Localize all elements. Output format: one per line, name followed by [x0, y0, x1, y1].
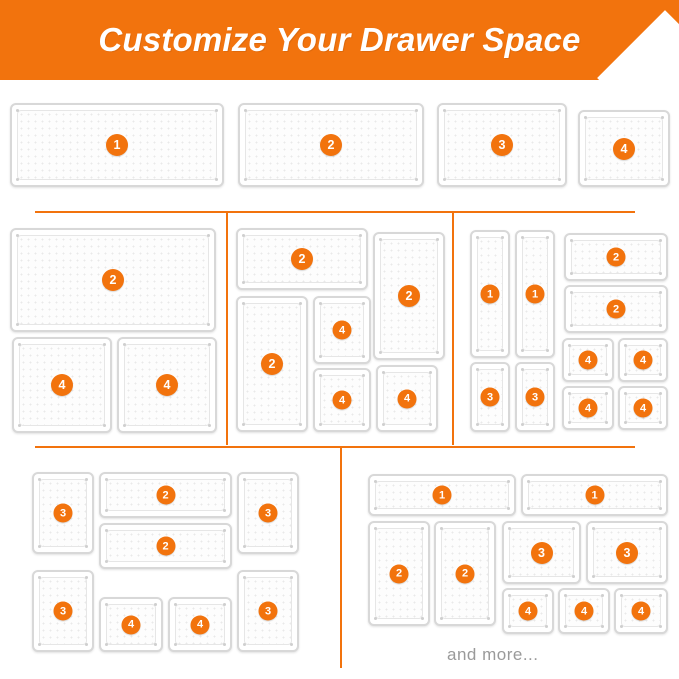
divider-line	[226, 213, 228, 445]
tray	[618, 338, 668, 382]
tray	[614, 588, 668, 634]
tray	[99, 472, 232, 518]
tray	[470, 362, 510, 432]
tray	[562, 386, 614, 430]
tray	[237, 570, 299, 652]
tray-size-badge: 4	[398, 389, 417, 408]
tray-size-badge: 1	[526, 285, 545, 304]
divider-line	[340, 448, 342, 668]
tray-size-badge: 4	[333, 391, 352, 410]
tray-size-badge: 2	[398, 285, 420, 307]
tray-size-badge: 4	[579, 399, 598, 418]
header-banner	[0, 0, 679, 80]
tray	[32, 570, 94, 652]
tray-size-badge: 2	[261, 353, 283, 375]
tray-size-badge: 1	[106, 134, 128, 156]
tray	[10, 103, 224, 187]
tray-size-badge: 3	[54, 602, 73, 621]
tray	[437, 103, 567, 187]
tray-size-badge: 4	[634, 399, 653, 418]
and-more-label: and more...	[447, 645, 539, 664]
tray-size-badge: 2	[390, 564, 409, 583]
tray	[237, 472, 299, 554]
tray-size-badge: 4	[519, 602, 538, 621]
tray-size-badge: 3	[54, 504, 73, 523]
tray-size-badge: 3	[259, 602, 278, 621]
tray-size-badge: 2	[156, 537, 175, 556]
tray-size-badge: 1	[433, 486, 452, 505]
tray	[562, 338, 614, 382]
tray-size-badge: 2	[456, 564, 475, 583]
tray-size-badge: 4	[632, 602, 651, 621]
tray-size-badge: 4	[51, 374, 73, 396]
divider-line	[35, 211, 635, 213]
page-title: Customize Your Drawer Space	[98, 21, 581, 58]
tray-size-badge: 4	[579, 351, 598, 370]
tray-size-badge: 3	[491, 134, 513, 156]
tray	[502, 521, 581, 584]
tray-size-badge: 3	[526, 388, 545, 407]
tray-size-badge: 2	[607, 248, 626, 267]
tray-size-badge: 3	[616, 542, 638, 564]
tray	[515, 362, 555, 432]
tray	[578, 110, 670, 187]
tray-size-badge: 4	[333, 321, 352, 340]
tray-size-badge: 4	[634, 351, 653, 370]
tray	[117, 337, 217, 433]
tray-size-badge: 4	[613, 138, 635, 160]
tray	[238, 103, 424, 187]
tray	[313, 368, 371, 432]
tray	[502, 588, 554, 634]
tray	[515, 230, 555, 358]
tray-size-badge: 2	[102, 269, 124, 291]
tray-size-badge: 2	[320, 134, 342, 156]
tray	[368, 474, 516, 516]
tray-size-badge: 2	[607, 300, 626, 319]
tray	[236, 296, 308, 432]
tray	[99, 523, 232, 569]
tray-size-badge: 4	[575, 602, 594, 621]
tray-size-badge: 4	[191, 615, 210, 634]
tray-size-badge: 3	[531, 542, 553, 564]
tray	[434, 521, 496, 626]
divider-line	[452, 213, 454, 445]
tray	[10, 228, 216, 332]
tray	[558, 588, 610, 634]
tray-size-badge: 2	[291, 248, 313, 270]
tray	[564, 233, 668, 281]
tray-size-badge: 1	[481, 285, 500, 304]
tray	[564, 285, 668, 333]
tray-size-badge: 4	[122, 615, 141, 634]
tray-size-badge: 3	[259, 504, 278, 523]
tray	[470, 230, 510, 358]
tray	[618, 386, 668, 430]
tray	[236, 228, 368, 290]
tray	[12, 337, 112, 433]
tray	[521, 474, 668, 516]
tray	[168, 597, 232, 652]
tray-size-badge: 4	[156, 374, 178, 396]
tray	[313, 296, 371, 364]
tray	[99, 597, 163, 652]
tray	[373, 232, 445, 360]
tray-size-badge: 3	[481, 388, 500, 407]
tray-size-badge: 1	[585, 486, 604, 505]
tray	[376, 365, 438, 432]
tray	[368, 521, 430, 626]
tray	[586, 521, 668, 584]
tray	[32, 472, 94, 554]
tray-size-badge: 2	[156, 486, 175, 505]
divider-line	[35, 446, 635, 448]
